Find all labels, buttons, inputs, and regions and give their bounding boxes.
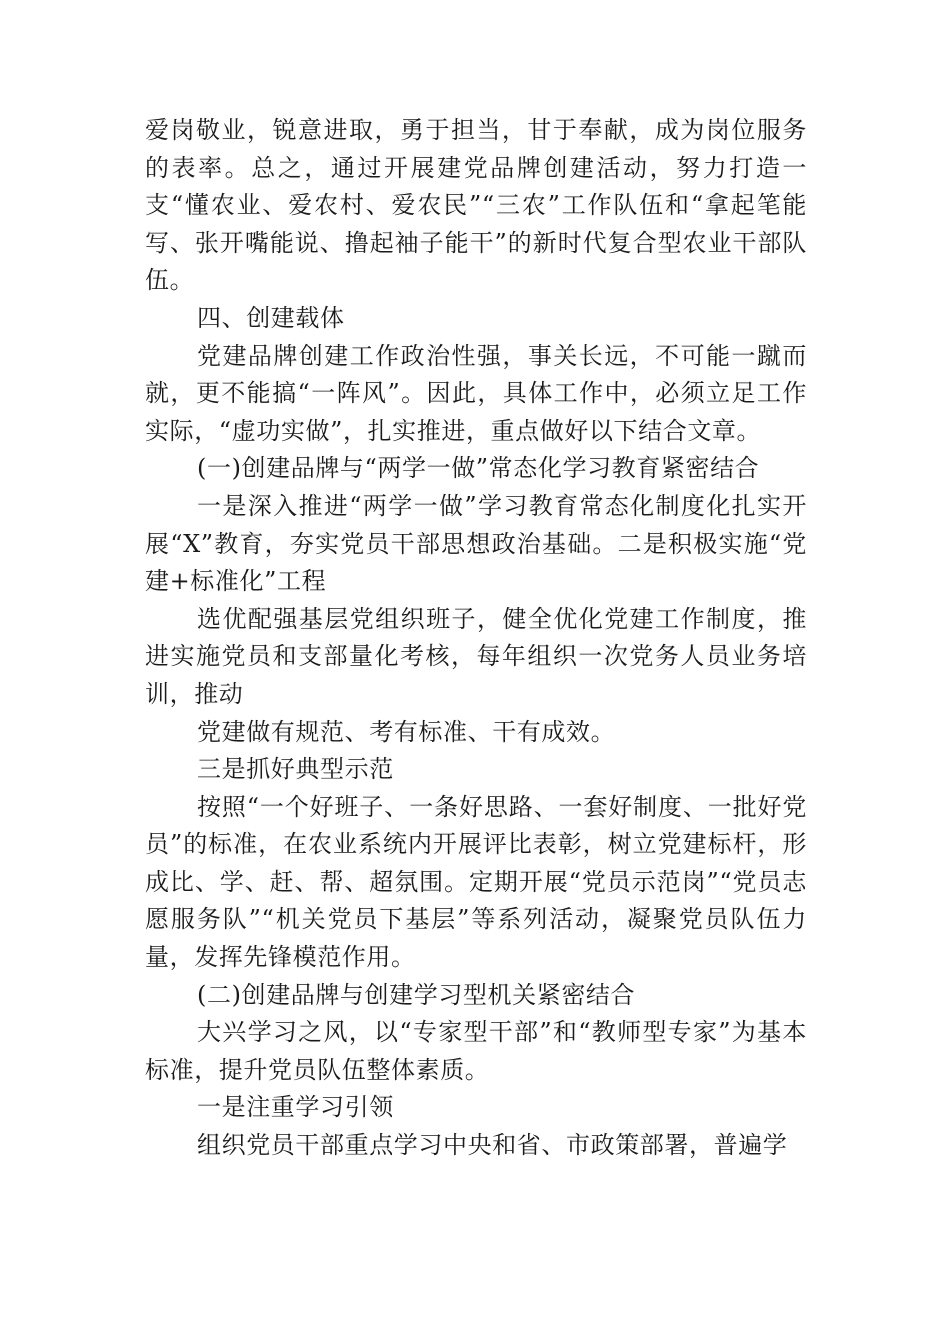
paragraph: 爱岗敬业，锐意进取，勇于担当，甘于奉献，成为岗位服务的表率。总之，通过开展建党品牌创建活动，努力打造一支“懂农业、爱农村、爱农民”“三农”工作队伍和“拿起笔能写、张开嘴能说、撸起袖子能干”的新时代复合型农业干部队伍。 [145,116,807,295]
item-heading: 三是抓好典型示范 [197,755,394,784]
paragraph: 党建做有规范、考有标准、干有成效。 [197,717,616,746]
paragraph: 组织党员干部重点学习中央和省、市政策部署，普遍学 [197,1131,788,1160]
paragraph: 按照“一个好班子、一条好思路、一套好制度、一批好党员”的标准，在农业系统内开展评比表彰，树立党建标杆，形成比、学、赶、帮、超氛围。定期开展“党员示范岗”“党员志愿服务队”“机关党员下基层”等系列活动，凝聚党员队伍力量，发挥先锋模范作用。 [145,792,807,972]
paragraph: 党建品牌创建工作政治性强，事关长远，不可能一蹴而就，更不能搞“一阵风”。因此，具体工作中，必须立足工作实际，“虚功实做”，扎实推进，重点做好以下结合文章。 [145,341,807,445]
paragraph: 一是深入推进“两学一做”学习教育常态化制度化扎实开展“X”教育，夯实党员干部思想政治基础。二是积极实施“党建+标准化”工程 [145,491,807,596]
paragraph: 选优配强基层党组织班子，健全优化党建工作制度，推进实施党员和支部量化考核，每年组织一次党务人员业务培训，推动 [145,604,807,708]
subsection-heading: (二)创建品牌与创建学习型机关紧密结合 [197,980,636,1009]
item-heading: 一是注重学习引领 [197,1093,394,1122]
subsection-heading: (一)创建品牌与“两学一做”常态化学习教育紧密结合 [197,454,760,483]
section-heading: 四、创建载体 [197,303,345,332]
document-page [145,112,807,1165]
paragraph: 大兴学习之风，以“专家型干部”和“教师型专家”为基本标准，提升党员队伍整体素质。 [145,1018,807,1084]
